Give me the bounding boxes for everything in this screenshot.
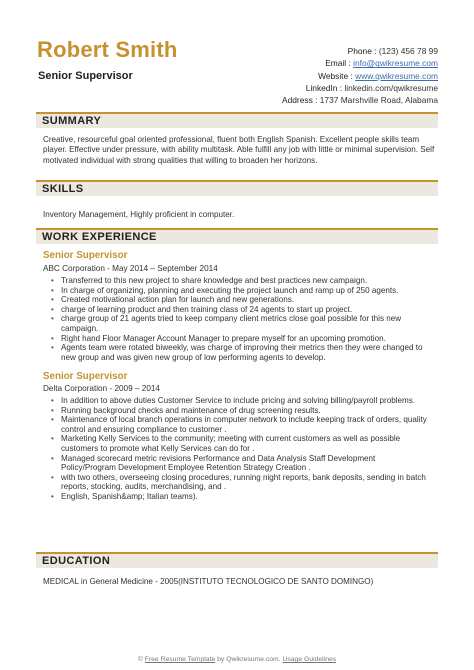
job-bullet-list — [51, 396, 431, 502]
contact-linkedin: LinkedIn : linkedin.com/qwikresume — [305, 82, 438, 93]
summary-text: Creative, resourceful goal oriented professional, fluent both English Spanish. Excellent people skills team player. Effective under pressure, with ability multitask. Able fulfill any job with little or minimal supervision. Self motivated individual with strong qualities that willing to broaden her horizons. — [43, 135, 435, 165]
experience-heading: WORK EXPERIENCE — [42, 231, 157, 243]
list-item: • charge group of 21 agents tried to keep company client metrics close goal possible for this new campaign. — [51, 314, 431, 333]
footer: © Free Resume Template by Qwikresume.com. Usage Guidelines — [137, 656, 337, 663]
list-item: • charge of learning product and then training class of 24 agents to start up project. — [51, 305, 431, 315]
candidate-title: Senior Supervisor — [38, 70, 133, 82]
list-item: • Agents team were rotated biweekly, was charge of improving their metrics then they were changed to new group and was given new group of low performing agents to develop. — [51, 343, 431, 362]
list-item: • Created motivational action plan for launch and new generations. — [51, 295, 431, 305]
contact-email: Email : info@qwikresume.com — [325, 58, 438, 69]
list-item: • Marketing Kelly Services to the community; meeting with current customers as well as possible customers to promote what Kelly Services can do for . — [51, 434, 431, 453]
list-item: • Running background checks and maintenance of drug screening results. — [51, 406, 431, 416]
job-company-dates: Delta Corporation - 2009 – 2014 — [43, 384, 160, 393]
website-link[interactable]: www.qwikresume.com — [355, 70, 438, 81]
contact-phone: Phone : (123) 456 78 99 — [347, 46, 438, 56]
usage-guidelines-link[interactable]: Usage Guidelines — [282, 656, 337, 663]
skills-heading: SKILLS — [42, 183, 84, 195]
list-item: • Right hand Floor Manager Account Manager to prepare myself for an upcoming promotion. — [51, 334, 431, 344]
education-section-header — [36, 552, 438, 568]
contact-block — [282, 45, 438, 106]
list-item: • In charge of organizing, planning and executing the project launch and ramp up of 250 agents. — [51, 286, 431, 296]
skills-section-header — [36, 180, 438, 196]
list-item: • Maintenance of local branch operations in computer network to include keeping track of orders, quality control and ensuring compliance to customer . — [51, 415, 431, 434]
free-template-link[interactable]: Free Resume Template — [144, 656, 216, 663]
education-heading: EDUCATION — [42, 555, 111, 567]
summary-heading: SUMMARY — [42, 115, 102, 127]
education-text: MEDICAL in General Medicine - 2005(INSTITUTO TECNOLOGICO DE SANTO DOMINGO) — [43, 577, 374, 586]
summary-section-header — [36, 112, 438, 128]
list-item: • with two others, overseeing closing procedures, running night reports, bank deposits, sending in batch reports, stocking, audits, merchandising, and . — [51, 473, 431, 492]
email-link[interactable]: info@qwikresume.com — [353, 58, 438, 69]
contact-address: Address : 1737 Marshville Road, Alabama — [282, 95, 438, 106]
job-bullet-list — [51, 276, 431, 362]
candidate-name: Robert Smith — [37, 37, 178, 62]
list-item: • Managed scorecard metric revisions Performance and Data Analysis Staff Development Policy/Program Development Employee Retention Strategy Creation . — [51, 454, 431, 473]
list-item: • Transferred to this new project to share knowledge and best practices new campaign. — [51, 276, 431, 286]
job-title: Senior Supervisor — [43, 250, 128, 261]
skills-text: Inventory Management, Highly proficient in computer. — [43, 210, 235, 219]
list-item: • In addition to above duties Customer Service to include pricing and solving billing/payroll problems. — [51, 396, 431, 406]
list-item: • English, Spanish&amp; Italian teams). — [51, 492, 431, 502]
job-title: Senior Supervisor — [43, 371, 128, 382]
contact-website: Website : www.qwikresume.com — [318, 70, 438, 81]
job-company-dates: ABC Corporation - May 2014 – September 2014 — [43, 264, 218, 273]
experience-section-header — [36, 228, 438, 244]
